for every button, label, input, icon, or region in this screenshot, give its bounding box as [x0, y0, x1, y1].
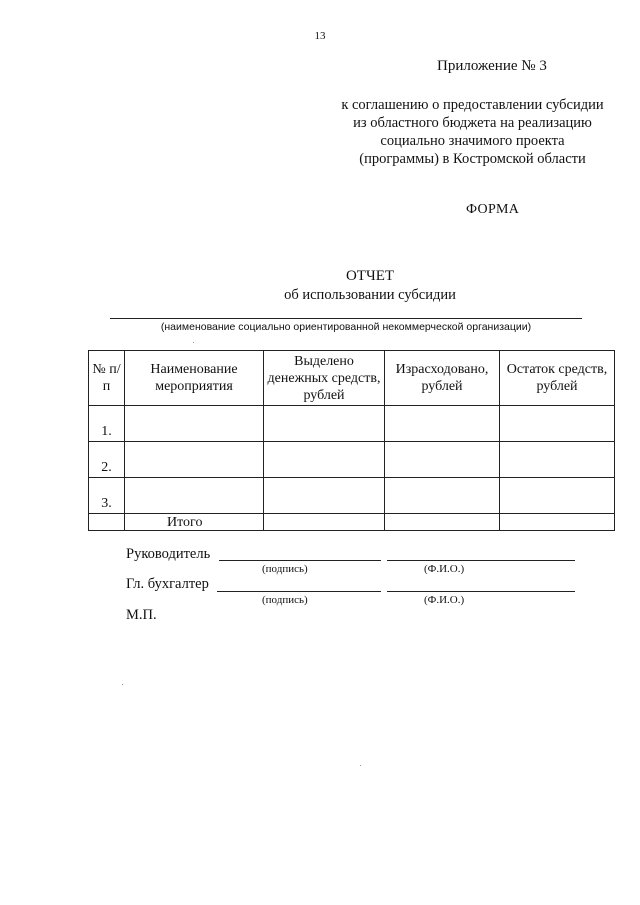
- table-row: [89, 442, 615, 478]
- total-allocated[interactable]: [264, 514, 385, 531]
- appendix-title: Приложение № 3: [437, 58, 547, 74]
- head-signature-label: Руководитель: [126, 546, 211, 562]
- form-label: ФОРМА: [466, 202, 520, 217]
- row-number: 3.: [89, 478, 125, 514]
- page-number: 13: [314, 30, 326, 42]
- appendix-description: к соглашению о предоставлении субсидии из областного бюджета на реализацию социально значимого проекта (программы) в Костромской области: [341, 97, 604, 167]
- organization-name-caption: (наименование социально ориентированной некоммерческой организации): [160, 321, 532, 333]
- table-row: [89, 478, 615, 514]
- accountant-name-line[interactable]: [387, 591, 575, 592]
- table-row: [89, 406, 615, 442]
- cell-allocated[interactable]: [264, 478, 385, 514]
- total-remaining[interactable]: [500, 514, 615, 531]
- row-number: 2.: [89, 442, 125, 478]
- report-table: [88, 350, 615, 531]
- scan-speck: [122, 684, 123, 685]
- cell-activity[interactable]: [125, 478, 264, 514]
- accountant-signature-caption: (подпись): [262, 594, 308, 606]
- total-number-cell: [89, 514, 125, 531]
- cell-spent[interactable]: [385, 406, 500, 442]
- cell-allocated[interactable]: [264, 442, 385, 478]
- column-header-remaining: Остаток средств, рублей: [500, 351, 615, 406]
- cell-allocated[interactable]: [264, 406, 385, 442]
- total-label: Итого: [125, 514, 264, 531]
- scan-speck: [360, 765, 361, 766]
- organization-name-line[interactable]: [110, 318, 582, 319]
- accountant-signature-line[interactable]: [217, 591, 381, 592]
- row-number: 1.: [89, 406, 125, 442]
- cell-activity[interactable]: [125, 442, 264, 478]
- head-name-caption: (Ф.И.О.): [424, 563, 465, 575]
- cell-remaining[interactable]: [500, 478, 615, 514]
- scan-speck: [193, 342, 194, 343]
- report-subtitle: об использовании субсидии: [284, 287, 456, 303]
- head-name-line[interactable]: [387, 560, 575, 561]
- column-header-allocated: Выделено денежных средств, рублей: [264, 351, 385, 406]
- cell-spent[interactable]: [385, 442, 500, 478]
- cell-remaining[interactable]: [500, 406, 615, 442]
- column-header-spent: Израсходовано, рублей: [385, 351, 500, 406]
- accountant-signature-label: Гл. бухгалтер: [126, 576, 209, 592]
- column-header-activity: Наименование мероприятия: [125, 351, 264, 406]
- seal-label: М.П.: [126, 607, 157, 623]
- cell-spent[interactable]: [385, 478, 500, 514]
- cell-remaining[interactable]: [500, 442, 615, 478]
- head-signature-caption: (подпись): [262, 563, 308, 575]
- table-header-row: [89, 351, 615, 406]
- cell-activity[interactable]: [125, 406, 264, 442]
- report-title: ОТЧЕТ: [345, 268, 395, 284]
- accountant-name-caption: (Ф.И.О.): [424, 594, 465, 606]
- column-header-number: № п/п: [89, 351, 125, 406]
- total-spent[interactable]: [385, 514, 500, 531]
- head-signature-line[interactable]: [219, 560, 381, 561]
- total-row: [89, 514, 615, 531]
